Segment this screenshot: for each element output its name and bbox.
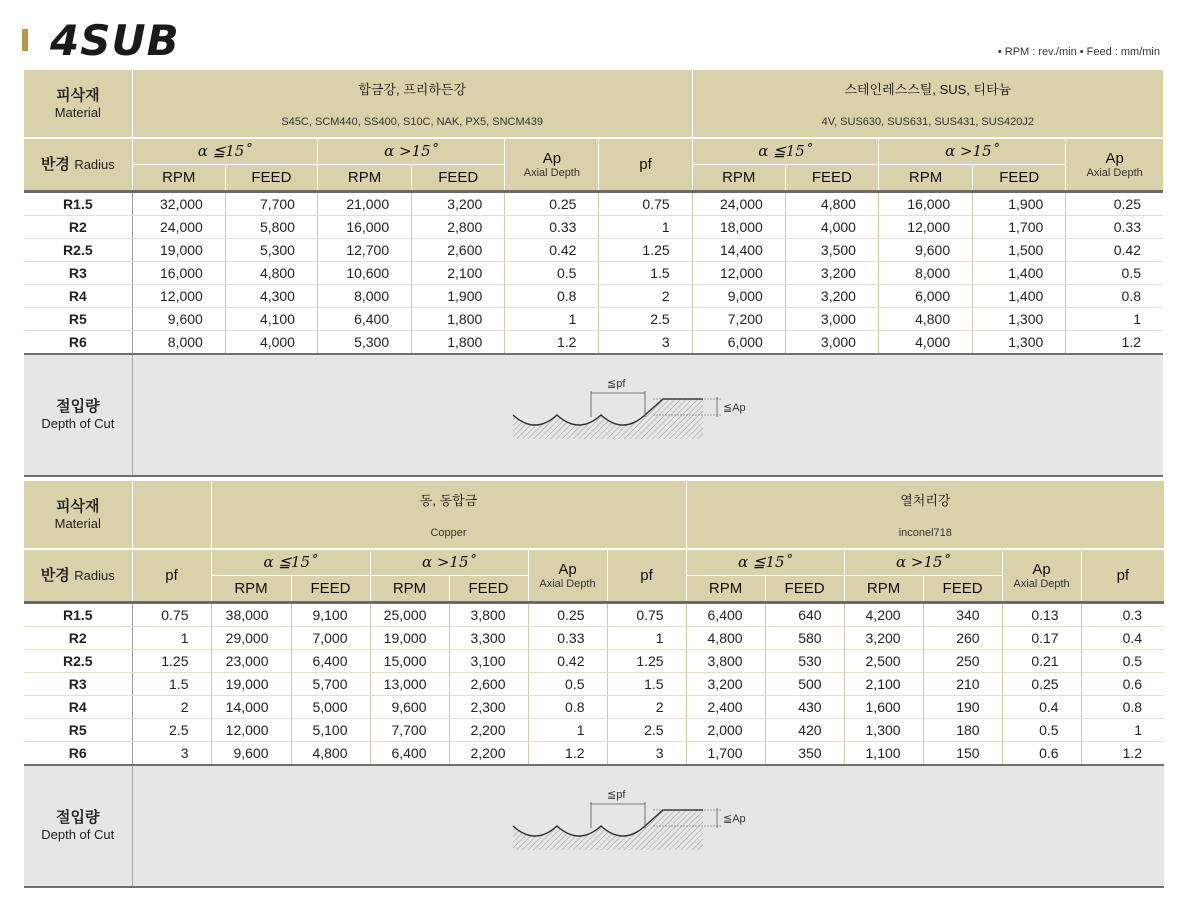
value-cell: 0.42 [528, 650, 607, 673]
alpha-le-15: α ≦15˚ [211, 549, 370, 575]
table-row [24, 673, 1164, 696]
feed-header: FEED [923, 575, 1002, 601]
value-cell: 1,900 [412, 285, 505, 308]
value-cell: 38,000 [211, 604, 291, 627]
feed-header: FEED [785, 164, 878, 190]
value-cell: 0.33 [1066, 216, 1163, 239]
group-materials: Copper [430, 526, 467, 539]
radius-cell: R1.5 [24, 604, 132, 627]
pf-header: pf [599, 138, 692, 190]
value-cell: 1,100 [844, 742, 923, 766]
value-cell: 0.33 [505, 216, 599, 239]
value-cell: 2,600 [412, 239, 505, 262]
ap-header: Ap Axial Depth [1066, 138, 1163, 190]
rpm-header: RPM [162, 168, 196, 186]
value-cell: 2,200 [449, 719, 528, 742]
value-cell: 4,000 [225, 331, 317, 355]
value-cell: 5,300 [317, 331, 411, 355]
depth-of-cut-diagram [503, 373, 763, 453]
value-cell: 0.3 [1081, 604, 1164, 627]
value-cell: 6,400 [317, 308, 411, 331]
value-cell: 0.33 [528, 627, 607, 650]
rpm-header: RPM [692, 164, 785, 190]
value-cell: 0.6 [1081, 673, 1164, 696]
value-cell: 9,100 [291, 604, 370, 627]
value-cell: 4,800 [686, 627, 765, 650]
value-cell: 8,000 [878, 262, 972, 285]
value-cell: 2,100 [412, 262, 505, 285]
value-cell: 9,600 [370, 696, 449, 719]
group-name: 동, 동합금 [419, 492, 478, 508]
group-name: 합금강, 프리하든강 [358, 81, 467, 97]
radius-cell: R3 [24, 673, 132, 696]
value-cell: 7,200 [692, 308, 785, 331]
value-cell: 21,000 [317, 193, 411, 216]
value-cell: 1,500 [973, 239, 1066, 262]
value-cell: 250 [923, 650, 1002, 673]
value-cell: 1 [607, 627, 686, 650]
depth-of-cut-figure-cell [132, 354, 1163, 476]
value-cell: 3,000 [785, 308, 878, 331]
ap-header: Ap Axial Depth [505, 138, 599, 190]
fig-ap-label: ≦Ap [722, 401, 746, 414]
value-cell: 1.25 [607, 650, 686, 673]
radius-cell: R2 [24, 216, 132, 239]
value-cell: 6,400 [370, 742, 449, 766]
value-cell: 16,000 [132, 262, 225, 285]
cutting-table-2 [24, 481, 1163, 888]
value-cell: 0.8 [1081, 696, 1164, 719]
value-cell: 2 [599, 285, 692, 308]
radius-cell: R2.5 [24, 239, 132, 262]
value-cell: 3,200 [785, 262, 878, 285]
value-cell: 15,000 [370, 650, 449, 673]
value-cell: 1.2 [505, 331, 599, 355]
value-cell: 1,300 [973, 331, 1066, 355]
value-cell: 5,800 [225, 216, 317, 239]
value-cell: 1 [1066, 308, 1163, 331]
page-title: 4SUB [50, 16, 180, 65]
value-cell: 14,400 [692, 239, 785, 262]
rpm-header: RPM [370, 575, 449, 601]
value-cell: 2,200 [449, 742, 528, 766]
radius-cell: R1.5 [24, 193, 132, 216]
value-cell: 0.21 [1002, 650, 1081, 673]
value-cell: 1,600 [844, 696, 923, 719]
value-cell: 0.5 [1081, 650, 1164, 673]
value-cell: 1,700 [686, 742, 765, 766]
value-cell: 1,800 [412, 308, 505, 331]
feed-header: FEED [765, 575, 844, 601]
value-cell: 14,000 [211, 696, 291, 719]
value-cell: 7,700 [370, 719, 449, 742]
rpm-header: RPM [317, 164, 411, 190]
value-cell: 2,500 [844, 650, 923, 673]
value-cell: 25,000 [370, 604, 449, 627]
value-cell: 3,200 [844, 627, 923, 650]
value-cell: 0.25 [1066, 193, 1163, 216]
feed-header: FEED [412, 164, 505, 190]
value-cell: 180 [923, 719, 1002, 742]
value-cell: 6,400 [291, 650, 370, 673]
table-row [24, 604, 1164, 627]
value-cell: 0.8 [505, 285, 599, 308]
value-cell: 0.25 [1002, 673, 1081, 696]
value-cell: 9,000 [692, 285, 785, 308]
value-cell: 0.5 [505, 262, 599, 285]
value-cell: 1.2 [528, 742, 607, 766]
group-materials: inconel718 [686, 517, 1164, 549]
pf-header: pf [132, 549, 211, 601]
value-cell: 3,500 [785, 239, 878, 262]
value-cell: 8,000 [317, 285, 411, 308]
depth-of-cut-label: 절입량 Depth of Cut [24, 354, 132, 476]
value-cell: 0.17 [1002, 627, 1081, 650]
value-cell: 32,000 [132, 193, 225, 216]
value-cell: 18,000 [692, 216, 785, 239]
alpha-gt-15: α >15˚ [317, 138, 504, 164]
value-cell: 4,100 [225, 308, 317, 331]
title-accent-bar [22, 29, 28, 51]
value-cell: 4,800 [225, 262, 317, 285]
value-cell: 3,000 [785, 331, 878, 355]
value-cell: 1.5 [599, 262, 692, 285]
value-cell: 1,300 [973, 308, 1066, 331]
value-cell: 260 [923, 627, 1002, 650]
radius-cell: R5 [24, 308, 132, 331]
value-cell: 16,000 [878, 193, 972, 216]
material-label-k: 피삭재 [56, 86, 100, 104]
alpha-gt-15: α >15˚ [844, 549, 1002, 575]
value-cell: 19,000 [370, 627, 449, 650]
value-cell: 12,000 [211, 719, 291, 742]
units-note: • RPM : rev./min • Feed : mm/min [997, 46, 1160, 58]
value-cell: 4,000 [878, 331, 972, 355]
alpha-le-15: α ≦15˚ [686, 549, 844, 575]
material-label-k: 피삭재 [56, 497, 100, 515]
pf-header: pf [1081, 549, 1164, 601]
value-cell: 1,900 [973, 193, 1066, 216]
value-cell: 0.13 [1002, 604, 1081, 627]
value-cell: 2.5 [599, 308, 692, 331]
value-cell: 340 [923, 604, 1002, 627]
alpha-gt-15: α >15˚ [370, 549, 528, 575]
value-cell: 350 [765, 742, 844, 766]
value-cell: 2.5 [607, 719, 686, 742]
value-cell: 0.42 [505, 239, 599, 262]
value-cell: 0.5 [1002, 719, 1081, 742]
group-materials: S45C, SCM440, SS400, S10C, NAK, PX5, SNCM439 [281, 115, 543, 128]
table-row [24, 308, 1163, 331]
value-cell: 4,200 [844, 604, 923, 627]
value-cell: 5,100 [291, 719, 370, 742]
material-label [24, 481, 132, 549]
table-row [24, 239, 1163, 262]
radius-cell: R3 [24, 262, 132, 285]
value-cell: 0.42 [1066, 239, 1163, 262]
radius-label: 반경 Radius [24, 138, 132, 190]
value-cell: 19,000 [211, 673, 291, 696]
value-cell: 430 [765, 696, 844, 719]
value-cell: 1.25 [599, 239, 692, 262]
rpm-header: RPM [211, 575, 291, 601]
value-cell: 640 [765, 604, 844, 627]
table-1-group-row [24, 70, 1163, 106]
value-cell: 2,600 [449, 673, 528, 696]
fig-pf-label: ≦pf [606, 377, 626, 390]
value-cell: 2.5 [132, 719, 211, 742]
table-row [24, 193, 1163, 216]
depth-of-cut-figure-cell [132, 765, 1164, 887]
value-cell: 0.5 [528, 673, 607, 696]
value-cell: 3,100 [449, 650, 528, 673]
value-cell: 0.8 [1066, 285, 1163, 308]
group-name: 스테인레스스틸, SUS, 티타늄 [692, 70, 1163, 106]
material-label-e: Material [54, 104, 101, 120]
value-cell: 6,000 [878, 285, 972, 308]
value-cell: 4,000 [785, 216, 878, 239]
radius-cell: R2 [24, 627, 132, 650]
value-cell: 29,000 [211, 627, 291, 650]
value-cell: 4,300 [225, 285, 317, 308]
value-cell: 0.4 [1002, 696, 1081, 719]
value-cell: 2 [607, 696, 686, 719]
value-cell: 12,000 [692, 262, 785, 285]
table-row [24, 262, 1163, 285]
value-cell: 1,800 [412, 331, 505, 355]
value-cell: 1.5 [607, 673, 686, 696]
radius-cell: R2.5 [24, 650, 132, 673]
value-cell: 4,800 [878, 308, 972, 331]
group-materials: 4V, SUS630, SUS631, SUS431, SUS420J2 [692, 106, 1163, 138]
value-cell: 23,000 [211, 650, 291, 673]
value-cell: 2,100 [844, 673, 923, 696]
value-cell: 12,000 [132, 285, 225, 308]
value-cell: 0.75 [599, 193, 692, 216]
value-cell: 19,000 [132, 239, 225, 262]
value-cell: 9,600 [878, 239, 972, 262]
table-row [24, 742, 1164, 766]
value-cell: 3 [607, 742, 686, 766]
value-cell: 2 [132, 696, 211, 719]
value-cell: 1 [1081, 719, 1164, 742]
rpm-header: RPM [686, 575, 765, 601]
ap-header: Ap Axial Depth [528, 549, 607, 601]
radius-cell: R5 [24, 719, 132, 742]
value-cell: 3,200 [785, 285, 878, 308]
table-row [24, 627, 1164, 650]
value-cell: 1 [599, 216, 692, 239]
value-cell: 3 [132, 742, 211, 766]
value-cell: 1 [528, 719, 607, 742]
value-cell: 3,800 [686, 650, 765, 673]
value-cell: 190 [923, 696, 1002, 719]
feed-header: FEED [973, 164, 1066, 190]
alpha-gt-15: α >15˚ [878, 138, 1065, 164]
value-cell: 0.8 [528, 696, 607, 719]
value-cell: 500 [765, 673, 844, 696]
depth-of-cut-diagram [503, 784, 763, 864]
value-cell: 1.5 [132, 673, 211, 696]
value-cell: 9,600 [211, 742, 291, 766]
depth-of-cut-row [24, 765, 1164, 887]
value-cell: 1,400 [973, 262, 1066, 285]
value-cell: 2,000 [686, 719, 765, 742]
ap-header: Ap Axial Depth [1002, 549, 1081, 601]
alpha-le-15: α ≦15˚ [692, 138, 878, 164]
value-cell: 0.25 [505, 193, 599, 216]
rpm-header: RPM [844, 575, 923, 601]
value-cell: 580 [765, 627, 844, 650]
value-cell: 6,400 [686, 604, 765, 627]
value-cell: 7,700 [225, 193, 317, 216]
value-cell: 1,400 [973, 285, 1066, 308]
value-cell: 3,800 [449, 604, 528, 627]
value-cell: 3 [599, 331, 692, 355]
table-1-body [24, 193, 1163, 354]
value-cell: 16,000 [317, 216, 411, 239]
table-row [24, 696, 1164, 719]
table-row [24, 650, 1164, 673]
table-2-body [24, 604, 1164, 765]
value-cell: 1,300 [844, 719, 923, 742]
value-cell: 0.75 [607, 604, 686, 627]
feed-header: FEED [291, 575, 370, 601]
value-cell: 3,300 [449, 627, 528, 650]
value-cell: 210 [923, 673, 1002, 696]
value-cell: 12,000 [878, 216, 972, 239]
depth-of-cut-row [24, 354, 1163, 476]
material-label [24, 70, 132, 138]
value-cell: 4,800 [291, 742, 370, 766]
radius-cell: R4 [24, 285, 132, 308]
radius-cell: R6 [24, 742, 132, 766]
group-name: 열처리강 [686, 481, 1164, 517]
value-cell: 2,800 [412, 216, 505, 239]
radius-label: 반경 Radius [24, 549, 132, 601]
value-cell: 1,700 [973, 216, 1066, 239]
value-cell: 24,000 [132, 216, 225, 239]
radius-cell: R6 [24, 331, 132, 355]
value-cell: 4,800 [785, 193, 878, 216]
value-cell: 530 [765, 650, 844, 673]
value-cell: 1.25 [132, 650, 211, 673]
value-cell: 5,000 [291, 696, 370, 719]
value-cell: 150 [923, 742, 1002, 766]
feed-header: FEED [225, 164, 317, 190]
radius-cell: R4 [24, 696, 132, 719]
rpm-header: RPM [878, 164, 972, 190]
value-cell: 0.25 [528, 604, 607, 627]
table-2-group-row [24, 481, 1164, 517]
value-cell: 7,000 [291, 627, 370, 650]
value-cell: 0.4 [1081, 627, 1164, 650]
value-cell: 1 [132, 627, 211, 650]
value-cell: 8,000 [132, 331, 225, 355]
fig-ap-label: ≦Ap [723, 812, 746, 825]
value-cell: 24,000 [692, 193, 785, 216]
value-cell: 13,000 [370, 673, 449, 696]
cutting-table-1 [24, 70, 1163, 477]
value-cell: 1.2 [1081, 742, 1164, 766]
depth-of-cut-label: 절입량 Depth of Cut [24, 765, 132, 887]
table-row [24, 216, 1163, 239]
value-cell: 0.5 [1066, 262, 1163, 285]
value-cell: 9,600 [132, 308, 225, 331]
value-cell: 0.6 [1002, 742, 1081, 766]
table-2 [24, 481, 1164, 888]
value-cell: 5,300 [225, 239, 317, 262]
value-cell: 3,200 [686, 673, 765, 696]
feed-header: FEED [449, 575, 528, 601]
pf-header: pf [607, 549, 686, 601]
table-row [24, 331, 1163, 355]
material-label-e: Material [54, 515, 101, 531]
table-1 [24, 70, 1163, 477]
value-cell: 1.2 [1066, 331, 1163, 355]
value-cell: 12,700 [317, 239, 411, 262]
value-cell: 6,000 [692, 331, 785, 355]
alpha-le-15: α ≦15˚ [132, 138, 317, 164]
value-cell: 5,700 [291, 673, 370, 696]
value-cell: 3,200 [412, 193, 505, 216]
value-cell: 420 [765, 719, 844, 742]
value-cell: 10,600 [317, 262, 411, 285]
table-row [24, 285, 1163, 308]
value-cell: 0.75 [132, 604, 211, 627]
table-row [24, 719, 1164, 742]
value-cell: 1 [505, 308, 599, 331]
fig-pf-label: ≦pf [607, 788, 626, 801]
value-cell: 2,400 [686, 696, 765, 719]
value-cell: 2,300 [449, 696, 528, 719]
